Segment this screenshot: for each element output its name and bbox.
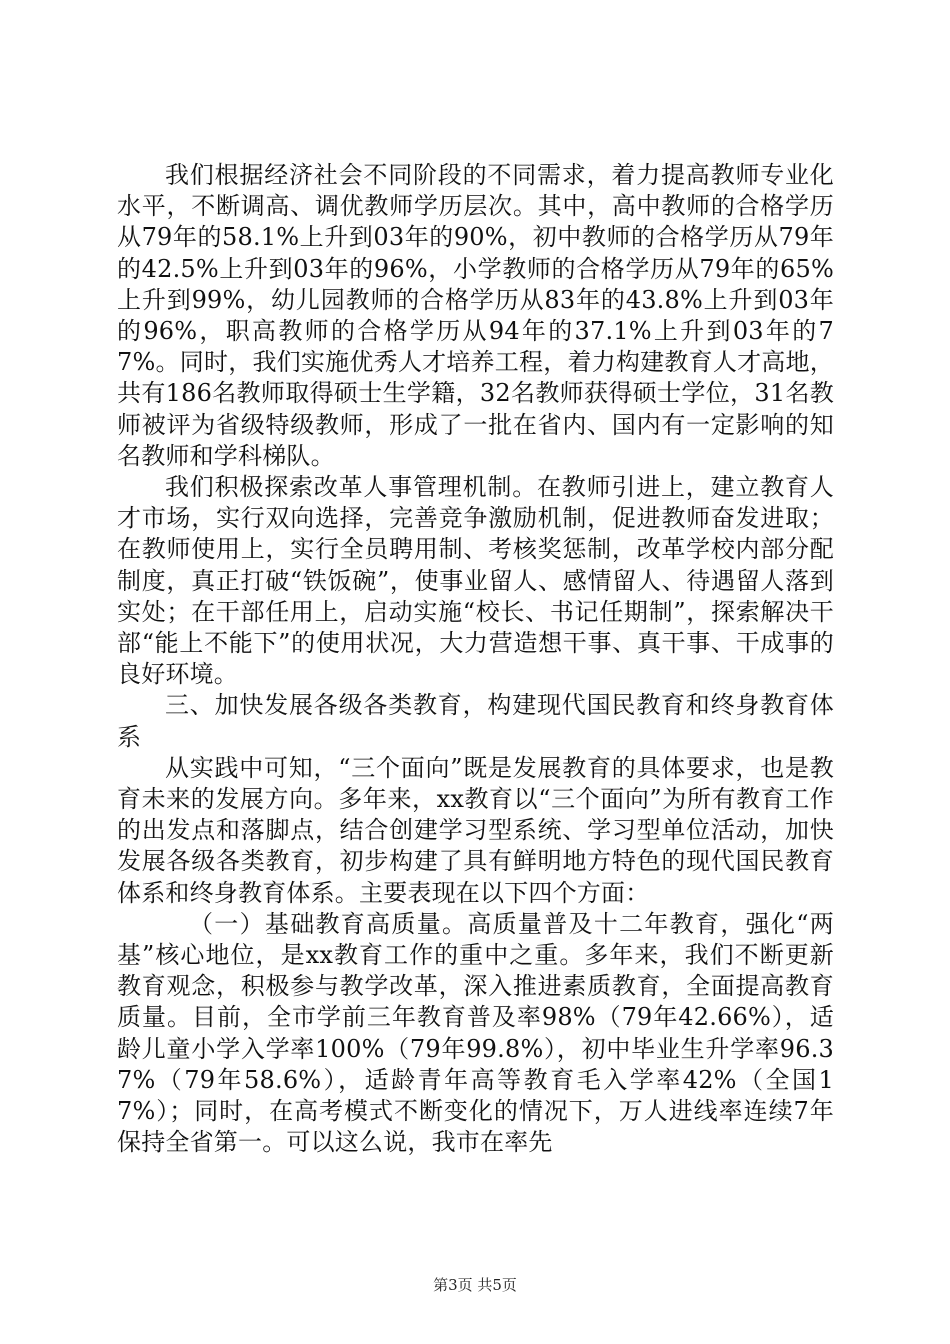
paragraph-personnel-reform: 我们积极探索改革人事管理机制。在教师引进上，建立教育人才市场，实行双向选择，完善竞争激励机制，促进教师奋发进取；在教师使用上，实行全员聘用制、考核奖惩制，改革学校内部分配制度，真正打破“铁饭碗”，使事业留人、感情留人、待遇留人落到实处；在干部任用上，启动实施“校长、书记任期制”，探索解决干部“能上不能下”的使用状况，大力营造想干事、真干事、干成事的良好环境。 — [117, 473, 834, 689]
paragraph-three-orientations: 从实践中可知，“三个面向”既是发展教育的具体要求，也是教育未来的发展方向。多年来，xx教育以“三个面向”为所有教育工作的出发点和落脚点，结合创建学习型系统、学习型单位活动，加快发展各级各类教育，初步构建了具有鲜明地方特色的现代国民教育体系和终身教育体系。主要表现在以下四个方面： — [117, 753, 834, 907]
paragraph-teacher-qualifications: 我们根据经济社会不同阶段的不同需求，着力提高教师专业化水平，不断调高、调优教师学历层次。其中，高中教师的合格学历从79年的58.1%上升到03年的90%，初中教师的合格学历从79年的42.5%上升到03年的96%，小学教师的合格学历从79年的65%上升到99%，幼儿园教师的合格学历从83年的43.8%上升到03年的96%，职高教师的合格学历从94年的37.1%上升到03年的77%。同时，我们实施优秀人才培养工程，着力构建教育人才高地，共有186名教师取得硕士生学籍，32名教师获得硕士学位，31名教师被评为省级特级教师，形成了一批在省内、国内有一定影响的知名教师和学科梯队。 — [117, 161, 834, 470]
section-heading-3: 三、加快发展各级各类教育，构建现代国民教育和终身教育体系 — [117, 691, 834, 751]
document-body — [117, 160, 834, 1159]
page-number-footer: 第3页 共5页 — [433, 1276, 517, 1294]
paragraph-basic-education: （一）基础教育高质量。高质量普及十二年教育，强化“两基”核心地位，是xx教育工作的重中之重。多年来，我们不断更新教育观念，积极参与教学改革，深入推进素质教育，全面提高教育质量。目前，全市学前三年教育普及率98%（79年42.66%），适龄儿童小学入学率100%（79年99.8%），初中毕业生升学率96.37%（79年58.6%），适龄青年高等教育毛入学率42%（全国17%）；同时，在高考模式不断变化的情况下，万人进线率连续7年保持全省第一。可以这么说，我市在率先 — [117, 909, 834, 1157]
